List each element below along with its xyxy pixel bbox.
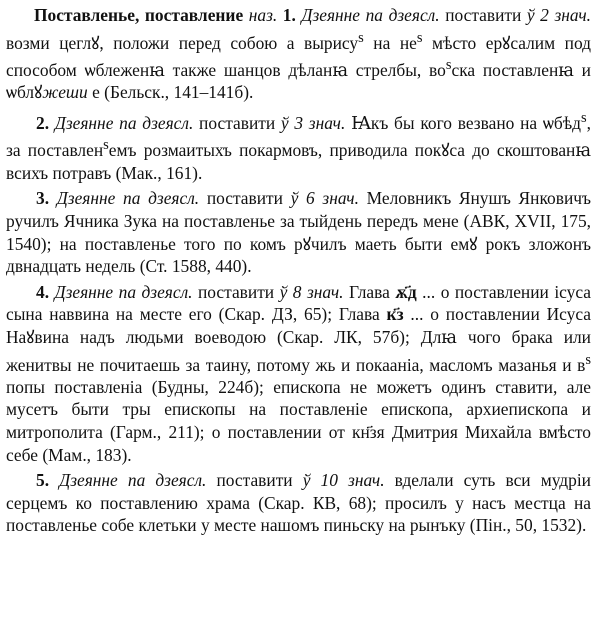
sense-definition-4: Дзеянне па дзеясл. — [49, 281, 198, 302]
superscript-mark: s — [416, 29, 423, 46]
sense-number-4: 4. — [36, 281, 50, 302]
entry-text: е (Бельск., 141–141б). — [87, 82, 254, 103]
sense-reference: ў 6 знач. — [290, 188, 359, 209]
entry-paragraph-5 — [6, 469, 591, 537]
superscript-mark: s — [103, 137, 109, 154]
sense-definition-5: Дзеянне па дзеясл. — [49, 470, 217, 491]
italic-word: жеши — [42, 82, 88, 103]
entry-text: поставити — [216, 470, 303, 491]
entry-text: Меловникъ Янушъ Янковичъ ручилъ Ячника Зука на поставленье за тыйдень передъ мене (АВК, XVII, 175, 1540); на поставленье того по комъ рꙋчилъ маеть быти емꙋ рокъ зложонъ двнадцать недель (Ст. 1588, 440). — [6, 188, 591, 277]
entry-paragraph-4 — [6, 281, 591, 467]
entry-text: поставити — [199, 112, 281, 133]
sense-number-1: 1. — [282, 5, 296, 25]
entry-text: ... о поставлении Исуса Наꙋвина надъ людьми воеводою (Скар. ЛК, 57б); Длꙗ чого брака или женитвы не почитаешь за таину, потому жь и покаанiа, масломъ мазанья и в — [6, 304, 591, 375]
entry-text: вделали суть вси мудрiи серцемъ ко поставлению храма (Скар. КВ, 68); просилъ у насъ местца на поставленье собе клетьки у месте нашомъ пиньску на рынъку (Пін., 50, 1532). — [6, 470, 591, 536]
entry-text: Глава — [343, 281, 396, 302]
sense-number-3: 3. — [36, 188, 50, 209]
entry-text: ... о поставлении iсуса сына наввина на месте его (Скар. ДЗ, 65); Глава — [6, 281, 591, 325]
sense-definition-2: Дзеянне па дзеясл. — [49, 112, 200, 133]
sense-number-5: 5. — [36, 470, 50, 491]
church-numeral: к҃з — [386, 304, 404, 325]
entry-text: ска поставленꙗ и ѡблꙋ — [6, 59, 591, 103]
superscript-mark: s — [580, 109, 587, 126]
entry-text: на не — [363, 32, 417, 53]
entry-text: попы поставленiа (Будны, 224б); епископа не можетъ одинъ ставити, але мусетъ быти тры епископы на поставленiе епископа, архиепископа и митрополита (Гарм., 211); о поставлении от кн҃зя Дмитрия Михайла вмѣсто себе (Мам., 183). — [6, 376, 591, 465]
sense-reference: ў 3 знач. — [280, 112, 346, 133]
superscript-mark: s — [445, 56, 452, 73]
entry-text: , за поставлен — [6, 112, 591, 161]
entry-text: емъ розмаитыхъ покармовъ, приводила покꙋса до скоштованꙗ всихъ потравъ (Мак., 161). — [6, 140, 591, 183]
entry-text: мѣсто ерꙋсалим под способом ѡблеженꙗ также шанцов дѣланꙗ стрелбы, во — [6, 32, 591, 80]
grammar-label: наз. — [243, 5, 283, 25]
sense-number-2: 2. — [36, 112, 50, 133]
church-numeral: ѫ҃д — [395, 281, 417, 302]
sense-definition-3: Дзеянне па дзеясл. — [49, 188, 207, 209]
sense-reference: ў 8 знач. — [279, 281, 344, 302]
entry-text: Ꙗкъ бы кого везвано на ѡбѣд — [345, 112, 581, 133]
sense-reference: ў 10 знач. — [302, 470, 385, 491]
entry-text: поставити — [206, 188, 291, 209]
sense-reference: ў 2 знач. — [526, 5, 591, 25]
entry-paragraph-1 — [6, 4, 591, 104]
entry-text: возми цеглꙋ, положи перед собою а вырису — [6, 32, 359, 53]
headword: Поставленье, поставление — [34, 5, 244, 25]
superscript-mark: s — [358, 29, 364, 46]
entry-paragraph-3 — [6, 187, 591, 277]
sense-definition-1: Дзеянне па дзеясл. — [295, 5, 446, 25]
entry-text: поставити — [198, 281, 280, 302]
superscript-mark: s — [585, 351, 591, 368]
entry-paragraph-2 — [6, 107, 591, 184]
entry-text: поставити — [445, 5, 527, 25]
